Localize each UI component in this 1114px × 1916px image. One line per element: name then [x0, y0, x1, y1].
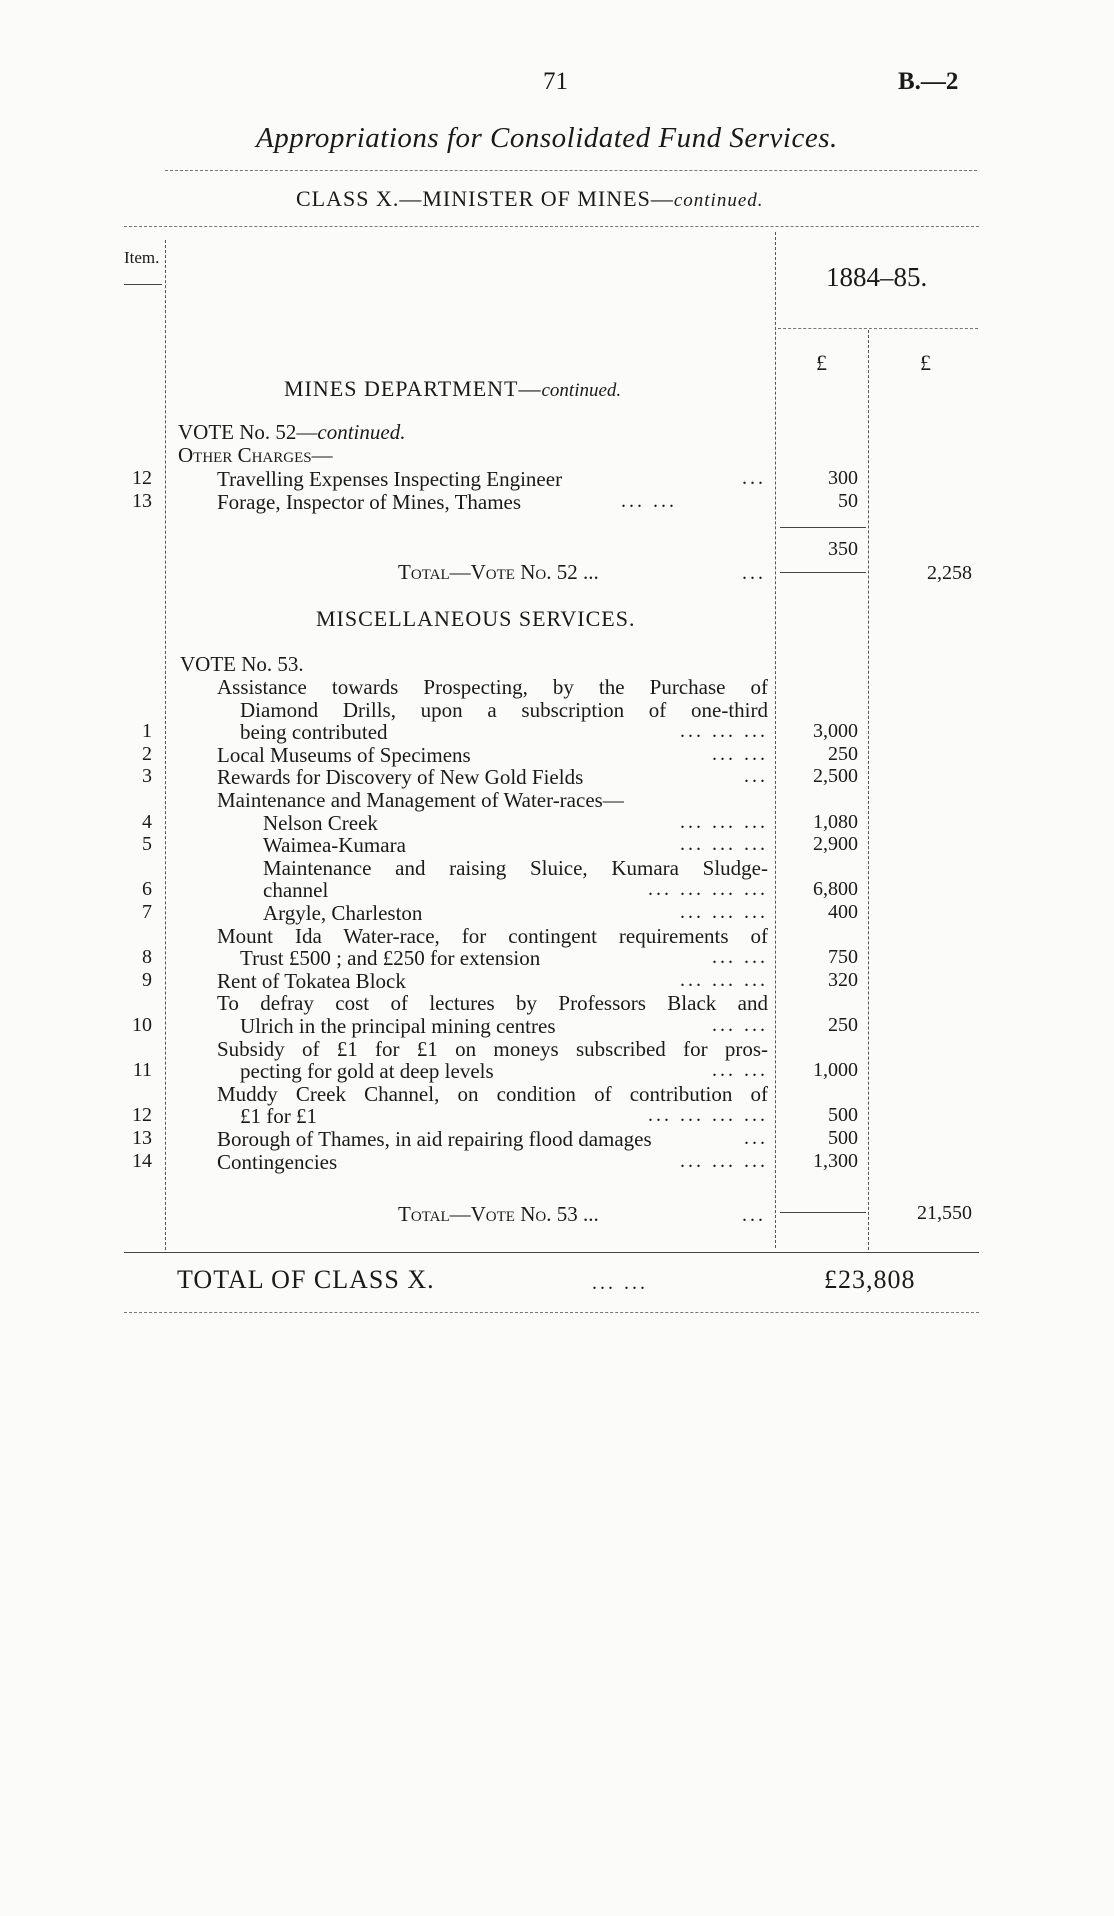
leader-dots: ... — [742, 467, 766, 489]
line-item-amount: 1,000 — [813, 1059, 858, 1082]
line-item-text: Subsidy of £1 for £1 on moneys subscribed for pros- — [217, 1036, 768, 1061]
line-item-amount: 1,300 — [813, 1149, 858, 1172]
line-item-amount: 1,080 — [813, 810, 858, 833]
item-number: 12 — [132, 467, 152, 489]
line-item-amount: 3,000 — [813, 720, 858, 743]
item-number: 12 — [132, 1104, 152, 1127]
vote-53-total-label: Total—Vote No. 53 ... — [398, 1202, 599, 1226]
line-item-text: Assistance towards Prospecting, by the Purchase of — [217, 675, 768, 699]
line-item-text: Local Museums of Specimens — [217, 742, 471, 767]
leader-dots: ... — [742, 1204, 766, 1226]
leader-dots: ... ... ... ... — [648, 878, 768, 901]
grand-total-top-rule — [124, 1252, 979, 1253]
line-item-amount: 400 — [828, 901, 858, 923]
line-item-text: Maintenance and Management of Water-races— — [217, 788, 624, 812]
line-item-amount: 320 — [828, 968, 858, 991]
line-item-text: Ulrich in the principal mining centres — [240, 1014, 556, 1038]
leader-dots: ... ... ... — [680, 810, 768, 833]
grand-total-amount: £23,808 — [824, 1265, 916, 1294]
line-item-text: Argyle, Charleston — [263, 901, 423, 925]
text-column-rule — [775, 232, 776, 1248]
item-number: 13 — [132, 1127, 152, 1149]
item-number: 5 — [142, 833, 152, 856]
line-item-text: being contributed — [240, 720, 388, 745]
line-item-text: £1 for £1 — [240, 1104, 317, 1129]
line-item-text: channel — [263, 878, 329, 903]
item-column-header: Item. — [124, 248, 160, 267]
line-item-amount: 2,900 — [813, 833, 858, 856]
line-item-amount: 250 — [828, 742, 858, 765]
item-number: 2 — [142, 742, 152, 765]
leader-dots: ... ... ... — [680, 720, 768, 743]
leader-dots: ... ... — [712, 946, 768, 969]
line-item-amount: 50 — [838, 490, 858, 512]
line-item-amount: 300 — [828, 467, 858, 489]
item-number: 13 — [132, 490, 152, 512]
item-number: 1 — [142, 720, 152, 743]
line-item-text: Diamond Drills, upon a subscription of one-third — [240, 697, 768, 722]
line-item-text: Trust £500 ; and £250 for extension — [240, 946, 541, 971]
line-item-amount: 500 — [828, 1127, 858, 1149]
vote-52-total-label: Total—Vote No. 52 ... — [398, 560, 599, 584]
item-number: 7 — [142, 901, 152, 923]
line-item-amount: 6,800 — [813, 878, 858, 901]
vote-53-total-amount: 21,550 — [917, 1202, 972, 1224]
leader-dots: ... ... ... — [680, 901, 768, 923]
item-number: 9 — [142, 968, 152, 991]
mines-department-heading: MINES DEPARTMENT—continued. — [284, 376, 622, 401]
amount-column-rule — [868, 330, 869, 1250]
item-number: 8 — [142, 946, 152, 969]
item-number: 10 — [132, 1014, 152, 1036]
leader-dots: ... — [742, 562, 766, 584]
class-heading: CLASS X.—MINISTER OF MINES—continued. — [296, 186, 764, 211]
item-number: 3 — [142, 765, 152, 788]
line-item-text: Muddy Creek Channel, on condition of contribution of — [217, 1081, 768, 1106]
document-code: B.—2 — [898, 68, 959, 95]
leader-dots: ... — [744, 1127, 768, 1149]
leader-dots: ... ... ... ... — [648, 1104, 768, 1127]
grand-total-label: TOTAL OF CLASS X. — [177, 1265, 435, 1294]
pound-unit-col1: £ — [816, 350, 827, 375]
line-item-text: Rent of Tokatea Block — [217, 968, 406, 993]
leader-dots: ... ... ... — [680, 833, 768, 856]
vote-52-heading: VOTE No. 52—continued. — [178, 420, 406, 444]
page-number: 71 — [543, 68, 568, 95]
vote-52-total-amount: 2,258 — [927, 562, 972, 584]
title-rule — [165, 170, 977, 171]
line-item-text: To defray cost of lectures by Professors Black and — [217, 991, 768, 1016]
line-item-text: pecting for gold at deep levels — [240, 1059, 494, 1084]
grand-total-bottom-rule — [124, 1312, 979, 1313]
item-number: 6 — [142, 878, 152, 901]
line-item-amount: 750 — [828, 946, 858, 969]
leader-dots: ... ... ... — [680, 1149, 768, 1172]
line-item-text: Mount Ida Water-race, for contingent requirements of — [217, 923, 768, 948]
line-item-amount: 250 — [828, 1014, 858, 1036]
miscellaneous-services-heading: MISCELLANEOUS SERVICES. — [316, 606, 636, 631]
line-item-text: Nelson Creek — [263, 810, 378, 835]
other-charges-subhead: Other Charges— — [178, 443, 333, 467]
total-rule — [780, 572, 866, 573]
line-item-text: Travelling Expenses Inspecting Engineer — [217, 467, 563, 491]
line-item-text: Rewards for Discovery of New Gold Fields — [217, 765, 584, 790]
year-underline — [778, 328, 978, 329]
item-number: 4 — [142, 810, 152, 833]
page-title: Appropriations for Consolidated Fund Services. — [256, 122, 838, 154]
leader-dots: ... ... — [712, 1014, 768, 1036]
item-header-rule — [124, 284, 162, 285]
line-item-text: Forage, Inspector of Mines, Thames — [217, 490, 522, 514]
line-item-text: Waimea-Kumara — [263, 833, 406, 858]
pound-unit-col2: £ — [920, 350, 931, 375]
year-header: 1884–85. — [826, 262, 928, 292]
leader-dots: ... — [744, 765, 768, 788]
line-item-amount: 500 — [828, 1104, 858, 1127]
vote-53-heading: VOTE No. 53. — [180, 652, 304, 676]
line-item-amount: 2,500 — [813, 765, 858, 788]
leader-dots: ... ... ... — [680, 968, 768, 991]
item-number: 14 — [132, 1149, 152, 1172]
line-item-text: Contingencies — [217, 1149, 338, 1174]
total-rule — [780, 1212, 866, 1213]
vote-52-subtotal: 350 — [828, 538, 858, 560]
leader-dots: ... ... — [592, 1272, 648, 1294]
leader-dots: ... ... — [621, 490, 677, 512]
line-item-text: Borough of Thames, in aid repairing flood damages — [217, 1127, 652, 1151]
subtotal-rule — [780, 527, 866, 528]
item-number: 11 — [132, 1059, 152, 1082]
table-top-rule — [124, 226, 979, 227]
leader-dots: ... ... — [712, 742, 768, 765]
item-column-rule — [165, 240, 166, 1250]
line-item-text: Maintenance and raising Sluice, Kumara Sludge- — [263, 855, 768, 880]
leader-dots: ... ... — [712, 1059, 768, 1082]
